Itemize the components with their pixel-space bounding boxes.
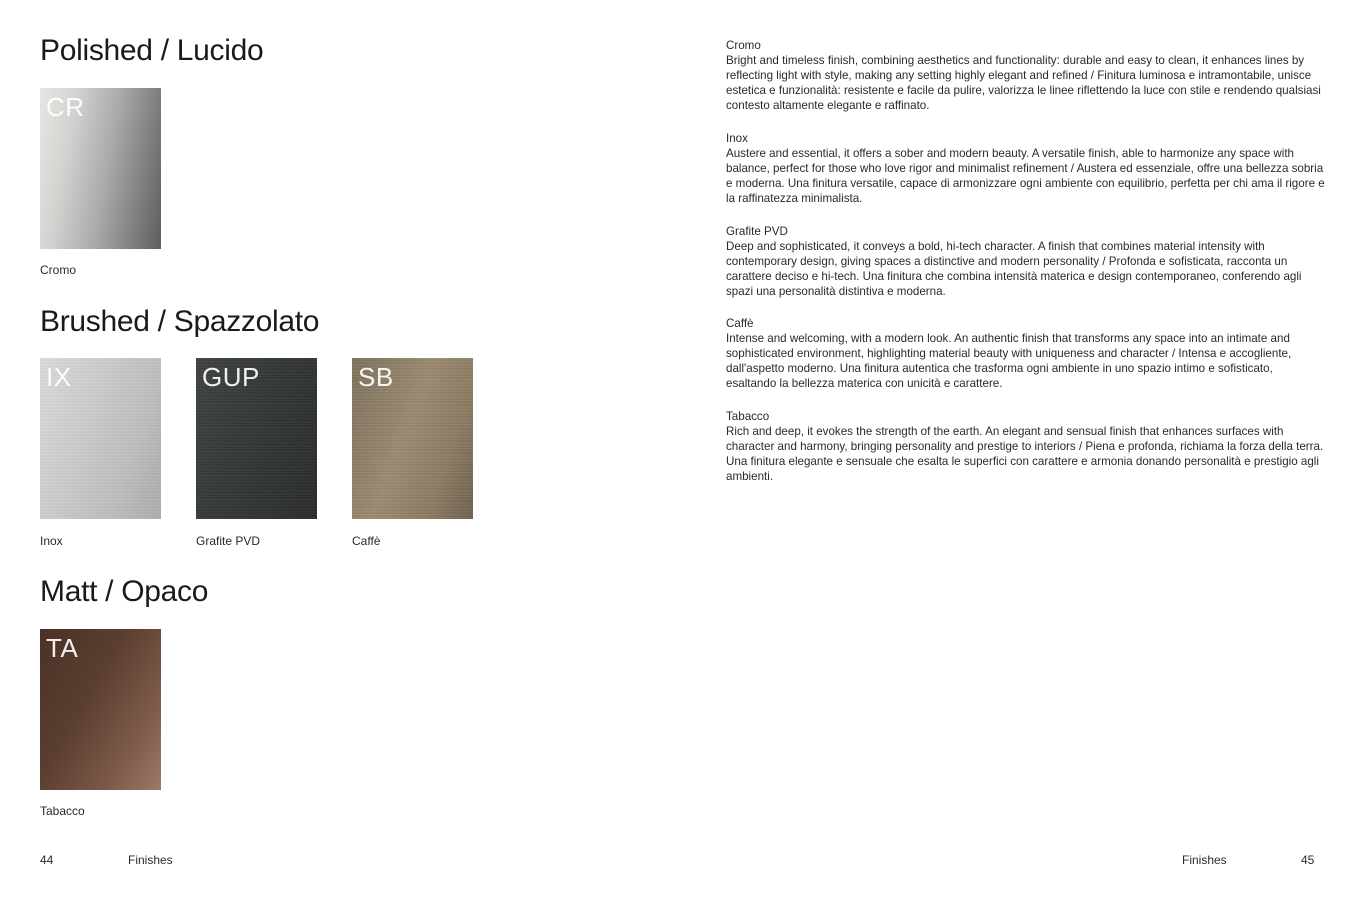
swatch-code: TA: [46, 633, 79, 663]
description-title: Tabacco: [726, 410, 770, 423]
footer-section-label: Finishes: [1182, 853, 1227, 867]
description-text: Bright and timeless finish, combining aesthetics and functionality: durable and easy to clean, it enhances lines by reflecting light with style, making any setting highly elegant and refined / Finitura luminosa e intramontabile, unisce estetica e funzionalità: resistente e facile da pulire, valorizza le linee riflettendo la luce con stile e rendendo qualsiasi contesto altamente elegante e raffinato.: [726, 54, 1321, 112]
right-page: [678, 0, 1356, 904]
description-grafite-pvd: [726, 224, 1326, 299]
swatch-grafite-pvd: [196, 358, 317, 519]
description-inox: [726, 131, 1326, 206]
swatch-code: IX: [46, 362, 72, 392]
swatch-name-inox: Inox: [40, 534, 63, 548]
description-cromo: [726, 38, 1326, 113]
swatch-tabacco: [40, 629, 161, 790]
section-title-brushed: Brushed / Spazzolato: [40, 305, 320, 338]
swatch-name-cromo: Cromo: [40, 263, 77, 277]
description-title: Grafite PVD: [726, 225, 788, 238]
section-title-polished: Polished / Lucido: [40, 34, 264, 67]
page-number: 45: [1301, 853, 1315, 867]
swatch-code: GUP: [202, 362, 260, 392]
description-title: Caffè: [726, 317, 754, 330]
swatch-code: SB: [358, 362, 394, 392]
swatch-code: CR: [46, 92, 85, 122]
description-text: Intense and welcoming, with a modern look. An authentic finish that transforms any space into an intimate and sophisticated environment, highlighting material beauty with uniqueness and character / Intensa e accogliente, dall'aspetto moderno. Una finitura autentica che trasforma ogni ambiente in uno spazio intimo e sofisticato, esaltando la bellezza materica con unicità e carattere.: [726, 332, 1292, 390]
swatch-caffe: [352, 358, 473, 519]
description-title: Inox: [726, 132, 748, 145]
description-tabacco: [726, 409, 1326, 484]
description-text: Deep and sophisticated, it conveys a bold, hi-tech character. A finish that combines material intensity with contemporary design, giving spaces a distinctive and modern personality / Profonda e sofisticata, racconta un carattere deciso e hi-tech. Una finitura che combina intensità materica e design contemporaneo, conferendo agli spazi una personalità distintiva e moderna.: [726, 240, 1302, 298]
page-number: 44: [40, 853, 54, 867]
footer-section-label: Finishes: [128, 853, 173, 867]
swatch-name-grafite-pvd: Grafite PVD: [196, 534, 261, 548]
section-title-matt: Matt / Opaco: [40, 575, 209, 608]
description-title: Cromo: [726, 39, 761, 52]
swatch-inox: [40, 358, 161, 519]
description-text: Rich and deep, it evokes the strength of the earth. An elegant and sensual finish that enhances surfaces with character and harmony, bringing personality and prestige to interiors / Piena e profonda, richiama la forza della terra. Una finitura elegante e sensuale che esalta le superfici con carattere e armonia donando personalità e prestigio agli ambienti.: [726, 425, 1324, 483]
swatch-name-tabacco: Tabacco: [40, 804, 85, 818]
swatch-cromo: [40, 88, 161, 249]
description-caffe: [726, 316, 1326, 391]
description-text: Austere and essential, it offers a sober and modern beauty. A versatile finish, able to harmonize any space with balance, perfect for those who love rigor and minimalist refinement / Austera ed essenziale, offre una bellezza sobria e moderna. Una finitura versatile, capace di armonizzare ogni ambiente con equilibrio, perfetta per chi ama il rigore e la raffinatezza minimalista.: [726, 147, 1325, 205]
swatch-name-caffe: Caffè: [352, 534, 381, 548]
